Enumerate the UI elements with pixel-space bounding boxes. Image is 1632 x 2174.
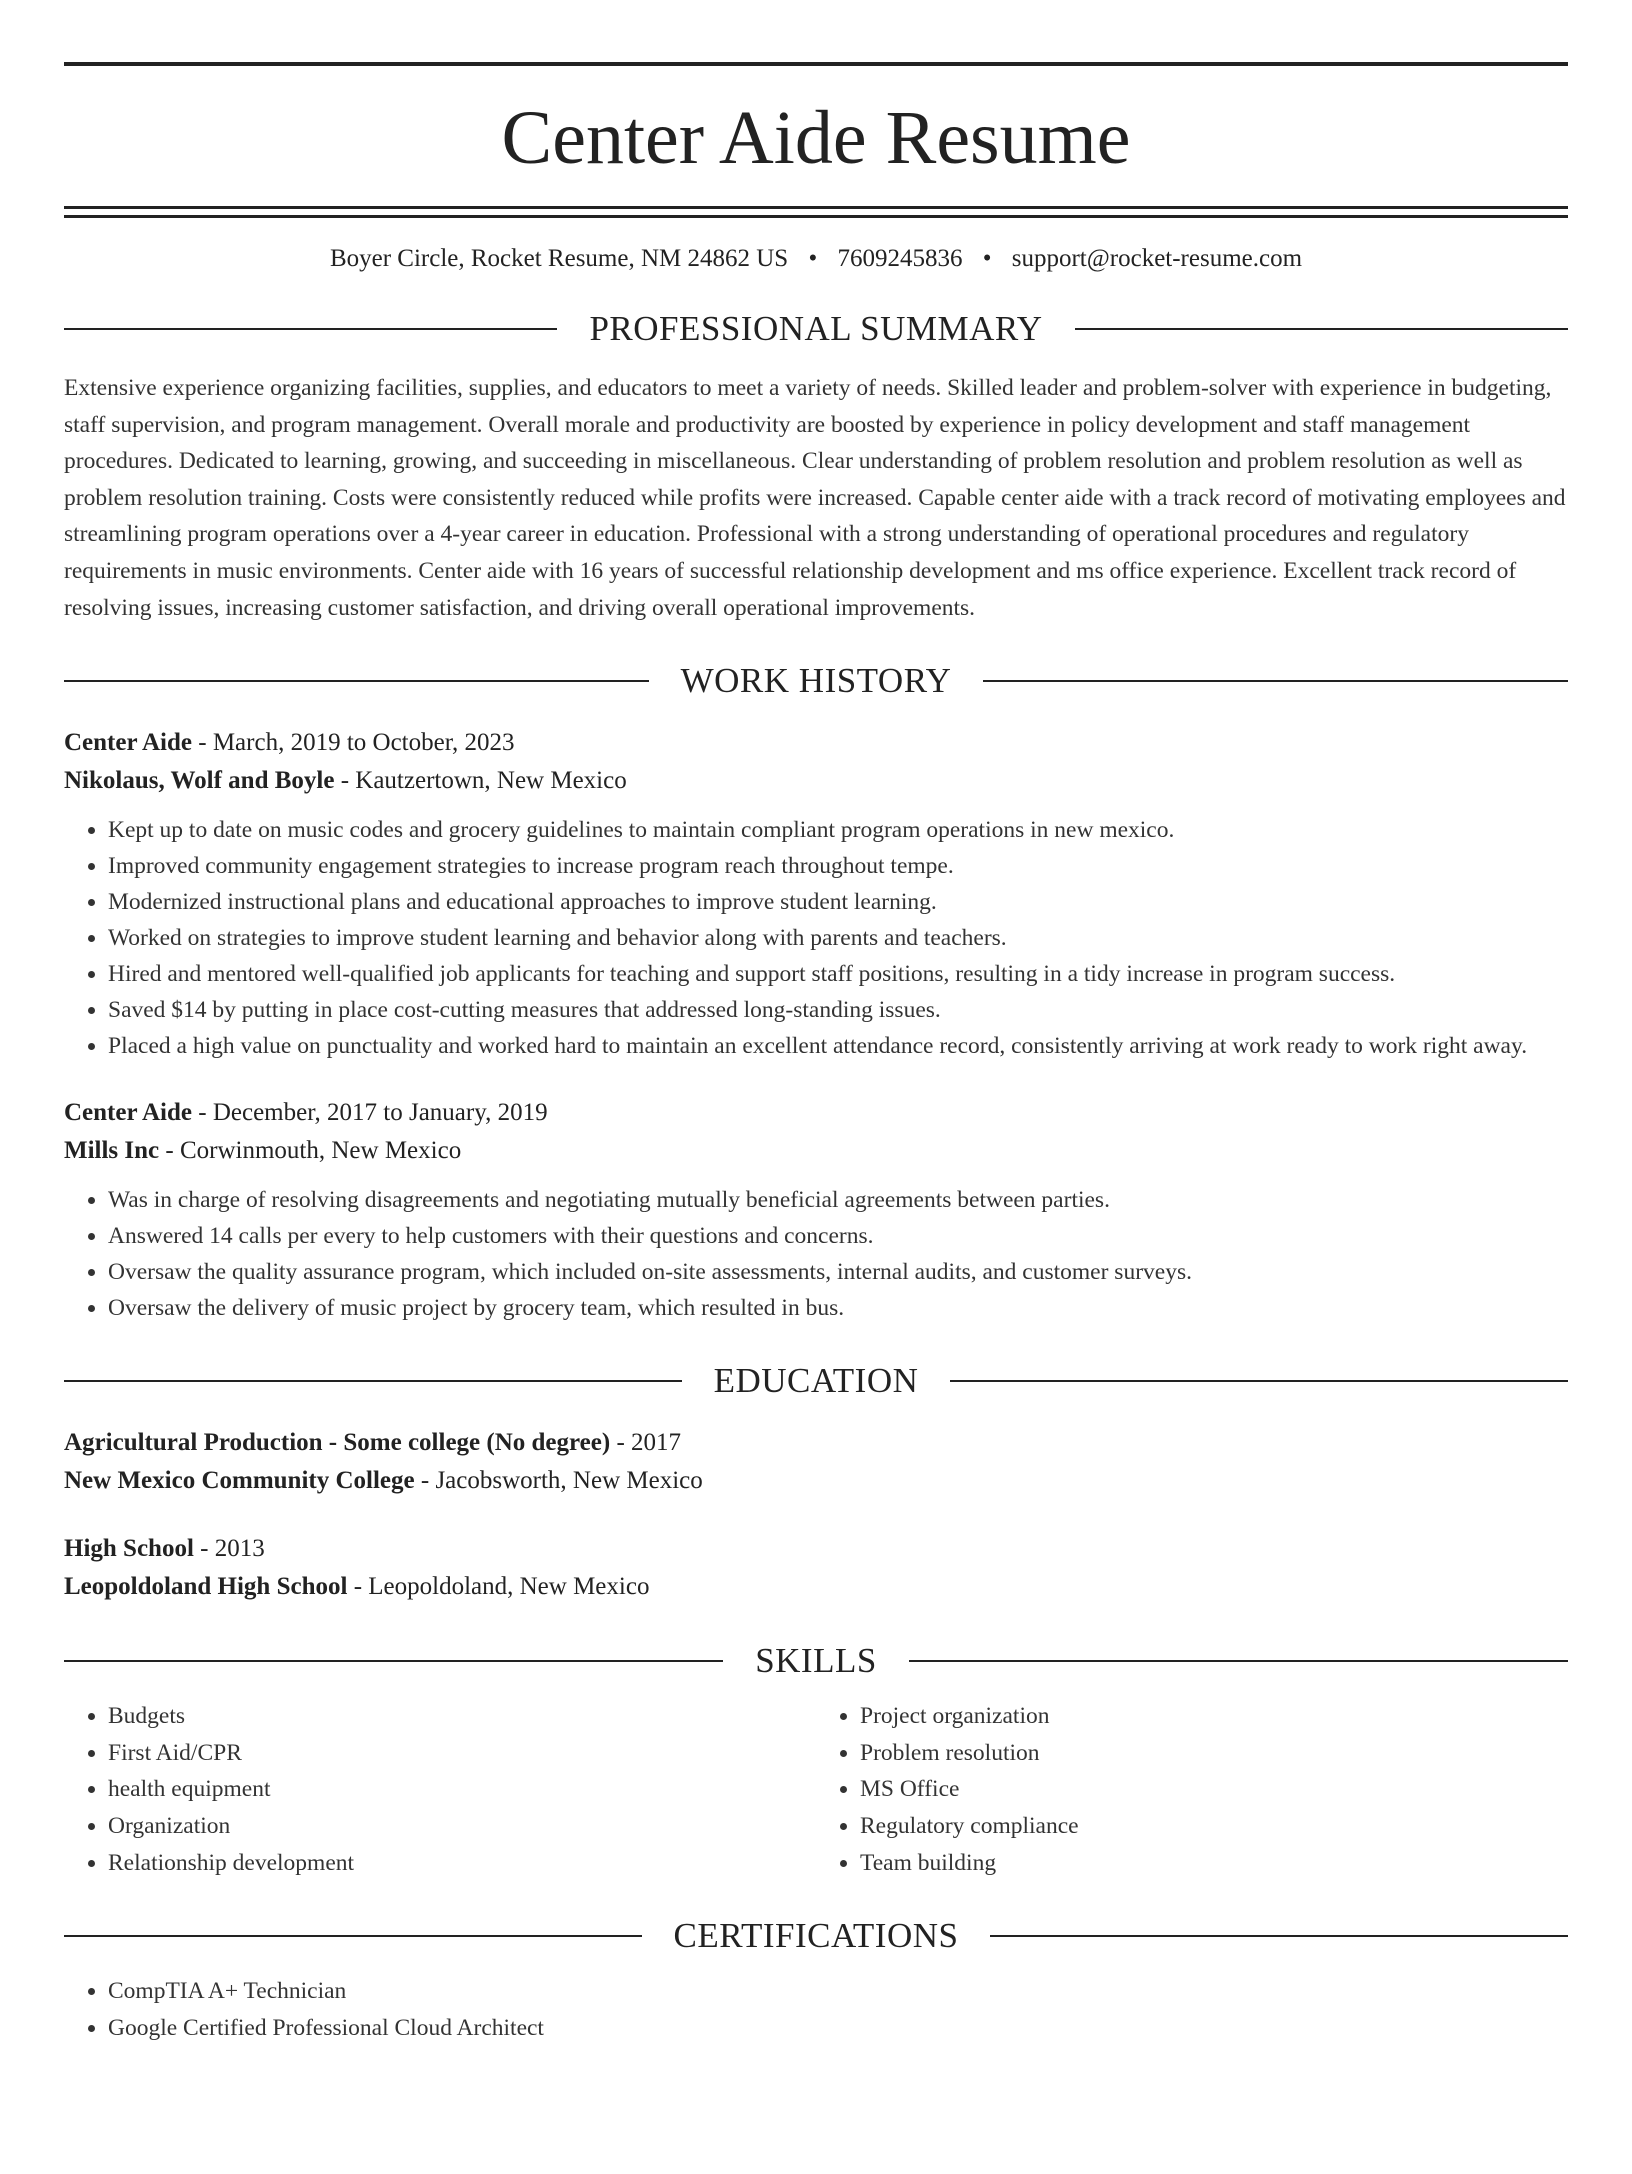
contact-line bbox=[64, 244, 1568, 274]
job-dates: - March, 2019 to October, 2023 bbox=[192, 729, 515, 757]
job-title-line bbox=[64, 724, 1568, 762]
title-rule-lower bbox=[64, 215, 1568, 218]
job-company: Nikolaus, Wolf and Boyle bbox=[64, 767, 335, 795]
work-history-heading-label: WORK HISTORY bbox=[680, 661, 952, 701]
skill-item: • Problem resolution bbox=[860, 1735, 1568, 1772]
job-company-line bbox=[64, 1132, 1568, 1170]
education-location: - Jacobsworth, New Mexico bbox=[414, 1467, 703, 1495]
heading-rule bbox=[950, 1380, 1568, 1382]
heading-rule bbox=[64, 680, 649, 682]
education-degree: Agricultural Production - Some college (No degree) bbox=[64, 1429, 611, 1457]
job-bullet: • Hired and mentored well-qualified job applicants for teaching and support staff positions, resulting in a tidy increase in program success. bbox=[108, 956, 1568, 992]
resume-page bbox=[0, 62, 1632, 2174]
heading-rule bbox=[64, 1660, 723, 1662]
heading-rule bbox=[64, 1380, 682, 1382]
contact-separator: • bbox=[982, 245, 992, 272]
education-heading-label: EDUCATION bbox=[713, 1361, 919, 1401]
job-bullet: • Oversaw the quality assurance program, which included on-site assessments, internal audits, and customer surveys. bbox=[108, 1254, 1568, 1290]
job-bullet: • Saved $14 by putting in place cost-cutting measures that addressed long-standing issues. bbox=[108, 992, 1568, 1028]
education-year: - 2013 bbox=[193, 1535, 265, 1563]
skill-item: • Budgets bbox=[108, 1698, 816, 1735]
summary-text: Extensive experience organizing facilities, supplies, and educators to meet a variety of needs. Skilled leader and problem-solver with experience in budgeting, staff supervision, and program management. Overall morale and productivity are boosted by experience in policy development and staff management procedures. Dedicated to learning, growing, and succeeding in miscellaneous. Clear understanding of problem resolution and problem resolution as well as problem resolution training. Costs were consistently reduced while profits were increased. Capable center aide with a track record of motivating employees and streamlining program operations over a 4-year career in education. Professional with a strong understanding of operational procedures and regulatory requirements in music environments. Center aide with 16 years of successful relationship development and ms office experience. Excellent track record of resolving issues, increasing customer satisfaction, and driving overall operational improvements. bbox=[64, 375, 1566, 621]
job-title: Center Aide bbox=[64, 1099, 192, 1127]
education-degree: High School bbox=[64, 1535, 194, 1563]
skills-column-right bbox=[816, 1698, 1568, 1881]
job-bullet: • Worked on strategies to improve student learning and behavior along with parents and teachers. bbox=[108, 920, 1568, 956]
certifications-list bbox=[64, 1973, 1568, 2046]
resume-title: Center Aide Resume bbox=[501, 96, 1131, 180]
job-company-line bbox=[64, 762, 1568, 800]
skill-item: • Relationship development bbox=[108, 1845, 816, 1882]
job-title-line bbox=[64, 1094, 1568, 1132]
contact-separator: • bbox=[808, 245, 818, 272]
job-entry bbox=[64, 724, 1568, 1064]
job-bullet: • Placed a high value on punctuality and worked hard to maintain an excellent attendance record, consistently arriving at work ready to work right away. bbox=[108, 1028, 1568, 1064]
title-rule-upper bbox=[64, 206, 1568, 209]
job-bullet: • Oversaw the delivery of music project by grocery team, which resulted in bus. bbox=[108, 1290, 1568, 1326]
education-entry bbox=[64, 1424, 1568, 1500]
education-school: Leopoldoland High School bbox=[64, 1573, 348, 1601]
job-bullet: • Modernized instructional plans and educational approaches to improve student learning. bbox=[108, 884, 1568, 920]
education-year: - 2017 bbox=[610, 1429, 682, 1457]
job-title: Center Aide bbox=[64, 729, 192, 757]
skills-heading-label: SKILLS bbox=[755, 1641, 877, 1681]
certifications-heading bbox=[64, 1913, 1568, 1959]
heading-rule bbox=[1075, 328, 1568, 330]
skill-item: • Team building bbox=[860, 1845, 1568, 1882]
heading-rule bbox=[64, 1935, 642, 1937]
skills-column-left bbox=[64, 1698, 816, 1881]
skill-item: • health equipment bbox=[108, 1771, 816, 1808]
skill-item: • Organization bbox=[108, 1808, 816, 1845]
summary-heading-label: PROFESSIONAL SUMMARY bbox=[589, 309, 1043, 348]
summary-heading bbox=[64, 306, 1568, 352]
education-degree-line bbox=[64, 1424, 1568, 1462]
contact-phone: 7609245836 bbox=[837, 245, 963, 272]
job-bullets bbox=[64, 1182, 1568, 1326]
work-history-heading bbox=[64, 658, 1568, 704]
education-entry bbox=[64, 1530, 1568, 1606]
job-location: - Kautzertown, New Mexico bbox=[334, 767, 627, 795]
education-school: New Mexico Community College bbox=[64, 1467, 415, 1495]
skill-item: • Regulatory compliance bbox=[860, 1808, 1568, 1845]
education-school-line bbox=[64, 1568, 1568, 1606]
contact-address: Boyer Circle, Rocket Resume, NM 24862 US bbox=[329, 245, 789, 272]
top-rule bbox=[64, 62, 1568, 66]
skill-item: • First Aid/CPR bbox=[108, 1735, 816, 1772]
education-location: - Leopoldoland, New Mexico bbox=[347, 1573, 650, 1601]
skills-list bbox=[64, 1698, 1568, 1881]
certification-item: • Google Certified Professional Cloud Architect bbox=[108, 2010, 1568, 2047]
education-school-line bbox=[64, 1462, 1568, 1500]
job-entry bbox=[64, 1094, 1568, 1326]
job-location: - Corwinmouth, New Mexico bbox=[159, 1137, 462, 1165]
job-dates: - December, 2017 to January, 2019 bbox=[192, 1099, 548, 1127]
contact-email[interactable]: support@rocket-resume.com bbox=[1011, 245, 1303, 272]
heading-rule bbox=[990, 1935, 1568, 1937]
skill-item: • Project organization bbox=[860, 1698, 1568, 1735]
heading-rule bbox=[983, 680, 1568, 682]
education-heading bbox=[64, 1358, 1568, 1404]
job-bullet: • Was in charge of resolving disagreements and negotiating mutually beneficial agreements between parties. bbox=[108, 1182, 1568, 1218]
certification-item: • CompTIA A+ Technician bbox=[108, 1973, 1568, 2010]
job-bullet: • Answered 14 calls per every to help customers with their questions and concerns. bbox=[108, 1218, 1568, 1254]
heading-rule bbox=[909, 1660, 1568, 1662]
education-degree-line bbox=[64, 1530, 1568, 1568]
certifications-heading-label: CERTIFICATIONS bbox=[673, 1916, 959, 1956]
job-bullets bbox=[64, 812, 1568, 1064]
job-bullet: • Improved community engagement strategies to increase program reach throughout tempe. bbox=[108, 848, 1568, 884]
certifications-items bbox=[64, 1973, 1568, 2046]
job-bullet: • Kept up to date on music codes and grocery guidelines to maintain compliant program operations in new mexico. bbox=[108, 812, 1568, 848]
heading-rule bbox=[64, 328, 557, 330]
skills-heading bbox=[64, 1638, 1568, 1684]
skill-item: • MS Office bbox=[860, 1771, 1568, 1808]
job-company: Mills Inc bbox=[64, 1137, 160, 1165]
